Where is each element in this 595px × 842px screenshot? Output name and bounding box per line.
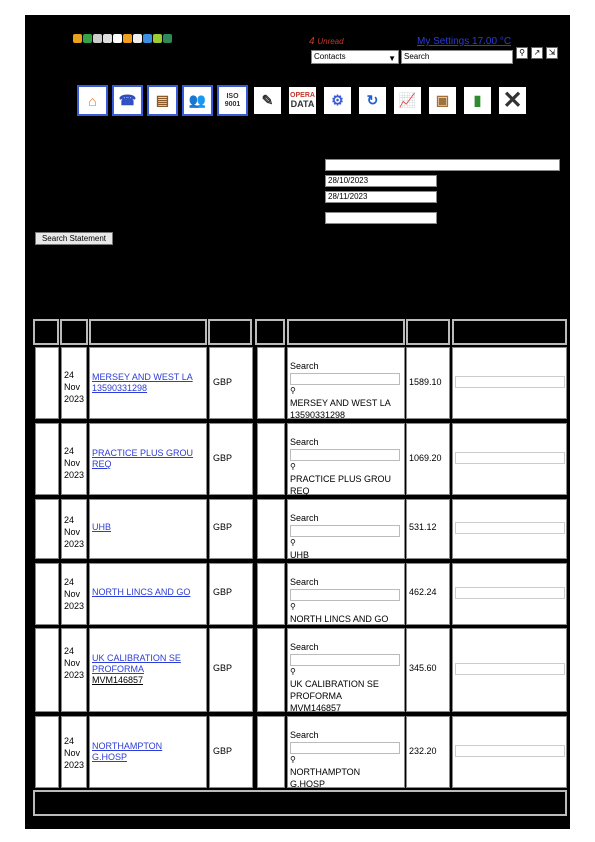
table-row — [33, 347, 567, 419]
book-icon: ▮ — [473, 92, 482, 108]
edit-button[interactable] — [252, 85, 283, 116]
search-label: Search — [290, 437, 319, 447]
refresh-icon[interactable] — [83, 34, 92, 43]
currency-cell: GBP — [209, 499, 253, 559]
name-cell[interactable] — [89, 716, 207, 788]
note-cell — [452, 563, 567, 625]
magnifier-icon[interactable]: ⚲ — [290, 755, 296, 764]
magnifier-icon[interactable]: ⚲ — [290, 462, 296, 471]
note-input[interactable] — [455, 522, 565, 534]
chart-folder-icon: 📈 — [398, 92, 417, 108]
date-year: 2023 — [64, 760, 85, 770]
iso-label: ISO — [226, 92, 239, 100]
amount-cell: 1589.10 — [406, 347, 450, 419]
row-search-input[interactable] — [290, 449, 400, 461]
star-icon[interactable] — [73, 34, 82, 43]
table-row — [33, 499, 567, 559]
select-cell[interactable] — [35, 423, 59, 495]
search-icon[interactable]: ⚲ — [516, 47, 528, 59]
date-day: 24 — [64, 370, 75, 380]
select-cell[interactable] — [35, 563, 59, 625]
date-day: 24 — [64, 646, 75, 656]
date-cell — [61, 499, 87, 559]
date-day: 24 — [64, 446, 75, 456]
search-result-text — [290, 678, 404, 714]
select-cell[interactable] — [35, 628, 59, 712]
search-text-line: PRACTICE PLUS GROU — [290, 474, 392, 484]
statement-page — [25, 15, 570, 829]
search-label: Search — [290, 361, 319, 371]
expand-icon[interactable]: ⇲ — [546, 47, 558, 59]
data-label: DATA — [290, 98, 315, 109]
main-toolbar — [77, 85, 528, 116]
unread-indicator[interactable] — [309, 36, 344, 47]
blank-cell — [257, 347, 285, 419]
opera-label: OPERA — [290, 91, 315, 99]
header-cell — [89, 319, 207, 345]
search-input[interactable] — [401, 50, 513, 64]
date-year: 2023 — [64, 470, 85, 480]
date-from-field[interactable] — [325, 175, 437, 187]
currency-cell: GBP — [209, 347, 253, 419]
note-cell — [452, 347, 567, 419]
logout-icon[interactable] — [163, 34, 172, 43]
search-text-line: NORTHAMPTON — [290, 767, 361, 777]
select-cell[interactable] — [35, 716, 59, 788]
amount-cell: 531.12 — [406, 499, 450, 559]
note-input[interactable] — [455, 376, 565, 388]
blank-cell — [257, 423, 285, 495]
name-link[interactable]: UK CALIBRATION SE — [92, 653, 181, 663]
settings-link-text: My Settings — [417, 36, 470, 47]
chart-icon[interactable] — [153, 34, 162, 43]
note-input[interactable] — [455, 587, 565, 599]
date-to-value: 28/11/2023 — [328, 192, 368, 201]
cog-icon: ⚙ — [331, 92, 344, 108]
blank-cell — [257, 628, 285, 712]
globe-icon[interactable] — [143, 34, 152, 43]
contacts-select-value: Contacts — [314, 52, 346, 61]
date-month: Nov — [64, 527, 81, 537]
amount-cell: 345.60 — [406, 628, 450, 712]
name-link[interactable]: NORTHAMPTON — [92, 741, 163, 751]
date-year: 2023 — [64, 670, 85, 680]
date-year: 2023 — [64, 601, 85, 611]
grid-icon[interactable] — [133, 34, 142, 43]
name-link[interactable]: PRACTICE PLUS GROU — [92, 448, 194, 458]
close-button[interactable] — [497, 85, 528, 116]
date-month: Nov — [64, 589, 81, 599]
table-row — [33, 423, 567, 495]
date-cell — [61, 347, 87, 419]
table-row — [33, 716, 567, 788]
magnifier-icon[interactable]: ⚲ — [290, 538, 296, 547]
search-label: Search — [290, 513, 319, 523]
name-link[interactable]: NORTH LINCS AND GO — [92, 587, 191, 597]
users-icon: 👥 — [188, 92, 207, 108]
header-cell — [287, 319, 405, 345]
date-day: 24 — [64, 515, 75, 525]
quick-icons — [73, 34, 172, 43]
desk-button[interactable] — [147, 85, 178, 116]
unread-count: 4 — [309, 36, 315, 47]
search-cell — [287, 628, 405, 712]
row-search-input[interactable] — [290, 373, 400, 385]
search-result-text — [290, 549, 404, 561]
date-day: 24 — [64, 577, 75, 587]
note-cell — [452, 716, 567, 788]
amount-cell: 462.24 — [406, 563, 450, 625]
contacts-select[interactable] — [311, 50, 399, 64]
search-text-line: NORTH LINCS AND GO — [290, 614, 389, 624]
search-cell — [287, 347, 405, 419]
name-cell[interactable] — [89, 628, 207, 712]
home-button[interactable] — [77, 85, 108, 116]
home-icon: ⌂ — [88, 92, 97, 109]
help-icon[interactable] — [123, 34, 132, 43]
search-result-text — [290, 397, 404, 421]
package-button[interactable] — [427, 85, 458, 116]
desk-icon: ▤ — [155, 92, 170, 108]
magnifier-icon[interactable]: ⚲ — [290, 602, 296, 611]
date-cell — [61, 628, 87, 712]
search-result-text — [290, 473, 404, 497]
reports-button[interactable] — [392, 85, 423, 116]
header-cell — [406, 319, 450, 345]
search-input-text: Search — [404, 52, 430, 61]
close-icon: ✕ — [502, 87, 523, 114]
header-cell — [33, 319, 59, 345]
magnifier-icon[interactable]: ⚲ — [290, 667, 296, 676]
table-footer — [33, 790, 567, 816]
reference-field[interactable] — [325, 212, 437, 224]
search-cell — [287, 716, 405, 788]
note-cell — [452, 499, 567, 559]
sync-button[interactable] — [357, 85, 388, 116]
pencil-icon: ✎ — [261, 92, 274, 108]
date-month: Nov — [64, 382, 81, 392]
magnifier-icon[interactable]: ⚲ — [290, 386, 296, 395]
header-cell — [60, 319, 88, 345]
search-text-line: MERSEY AND WEST LA — [290, 398, 391, 408]
ref-link[interactable]: 13590331298 — [92, 383, 148, 393]
name-link[interactable]: UHB — [92, 522, 112, 532]
name-link[interactable]: MERSEY AND WEST LA — [92, 372, 193, 382]
row-search-input[interactable] — [290, 525, 400, 537]
gear-icon[interactable] — [93, 34, 102, 43]
date-cell — [61, 716, 87, 788]
note-cell — [452, 628, 567, 712]
search-cell — [287, 423, 405, 495]
row-search-input[interactable] — [290, 742, 400, 754]
date-year: 2023 — [64, 539, 85, 549]
currency-cell: GBP — [209, 563, 253, 625]
search-label: Search — [290, 577, 319, 587]
select-cell[interactable] — [35, 347, 59, 419]
note-input[interactable] — [455, 452, 565, 464]
search-statement-button[interactable]: Search Statement — [35, 232, 113, 245]
search-label: Search — [290, 642, 319, 652]
amount-cell: 232.20 — [406, 716, 450, 788]
note-cell — [452, 423, 567, 495]
date-month: Nov — [64, 658, 81, 668]
header-cell — [208, 319, 252, 345]
my-settings-link[interactable] — [417, 36, 511, 47]
search-text-line: G.HOSP — [290, 779, 326, 789]
settings-button[interactable] — [322, 85, 353, 116]
header-cell — [255, 319, 285, 345]
search-cell — [287, 563, 405, 625]
search-text-line: UHB — [290, 550, 310, 560]
search-result-text — [290, 613, 404, 625]
weather-text: 17.00 °C — [472, 36, 512, 47]
currency-cell: GBP — [209, 423, 253, 495]
ref-link[interactable]: PROFORMA — [92, 664, 145, 674]
opera-data-button[interactable] — [287, 85, 318, 116]
note-input[interactable] — [455, 745, 565, 757]
search-cell — [287, 499, 405, 559]
currency-cell: GBP — [209, 628, 253, 712]
search-text-line: MVM146857 — [290, 703, 342, 713]
phone-button[interactable] — [112, 85, 143, 116]
table-row — [33, 628, 567, 712]
name-cell[interactable] — [89, 499, 207, 559]
search-text-line: UK CALIBRATION SE — [290, 679, 379, 689]
users-button[interactable] — [182, 85, 213, 116]
sync-icon: ↻ — [366, 92, 379, 108]
phone-icon: ☎ — [118, 92, 137, 108]
ref-secondary: MVM146857 — [92, 675, 144, 685]
date-cell — [61, 563, 87, 625]
date-from-value: 28/10/2023 — [328, 176, 369, 185]
iso-button[interactable] — [217, 85, 248, 116]
book-button[interactable] — [462, 85, 493, 116]
blank-cell — [257, 499, 285, 559]
blank-cell — [257, 716, 285, 788]
amount-cell: 1069.20 — [406, 423, 450, 495]
account-field[interactable] — [325, 159, 560, 171]
unread-label: Unread — [317, 37, 344, 46]
note-input[interactable] — [455, 663, 565, 675]
ref-link[interactable]: REQ — [92, 459, 112, 469]
name-cell[interactable] — [89, 423, 207, 495]
box-icon: ▣ — [435, 92, 450, 108]
calculator-icon[interactable] — [103, 34, 112, 43]
select-cell[interactable] — [35, 499, 59, 559]
date-cell — [61, 423, 87, 495]
blank-cell — [257, 563, 285, 625]
name-cell[interactable] — [89, 563, 207, 625]
row-search-input[interactable] — [290, 589, 400, 601]
date-month: Nov — [64, 458, 81, 468]
date-year: 2023 — [64, 394, 85, 404]
name-cell[interactable] — [89, 347, 207, 419]
row-search-input[interactable] — [290, 654, 400, 666]
external-link-icon[interactable]: ↗ — [531, 47, 543, 59]
header-cell — [452, 319, 567, 345]
search-text-line: PROFORMA — [290, 691, 343, 701]
date-day: 24 — [64, 736, 75, 746]
document-icon[interactable] — [113, 34, 122, 43]
table-row — [33, 563, 567, 625]
ref-link[interactable]: G.HOSP — [92, 752, 128, 762]
date-month: Nov — [64, 748, 81, 758]
search-label: Search — [290, 730, 319, 740]
iso-sub-label: 9001 — [224, 100, 241, 108]
currency-cell: GBP — [209, 716, 253, 788]
search-result-text — [290, 766, 404, 790]
date-to-field[interactable] — [325, 191, 437, 203]
search-text-line: REQ — [290, 486, 310, 496]
search-text-line: 13590331298 — [290, 410, 346, 420]
chevron-down-icon: ▼ — [388, 54, 396, 63]
